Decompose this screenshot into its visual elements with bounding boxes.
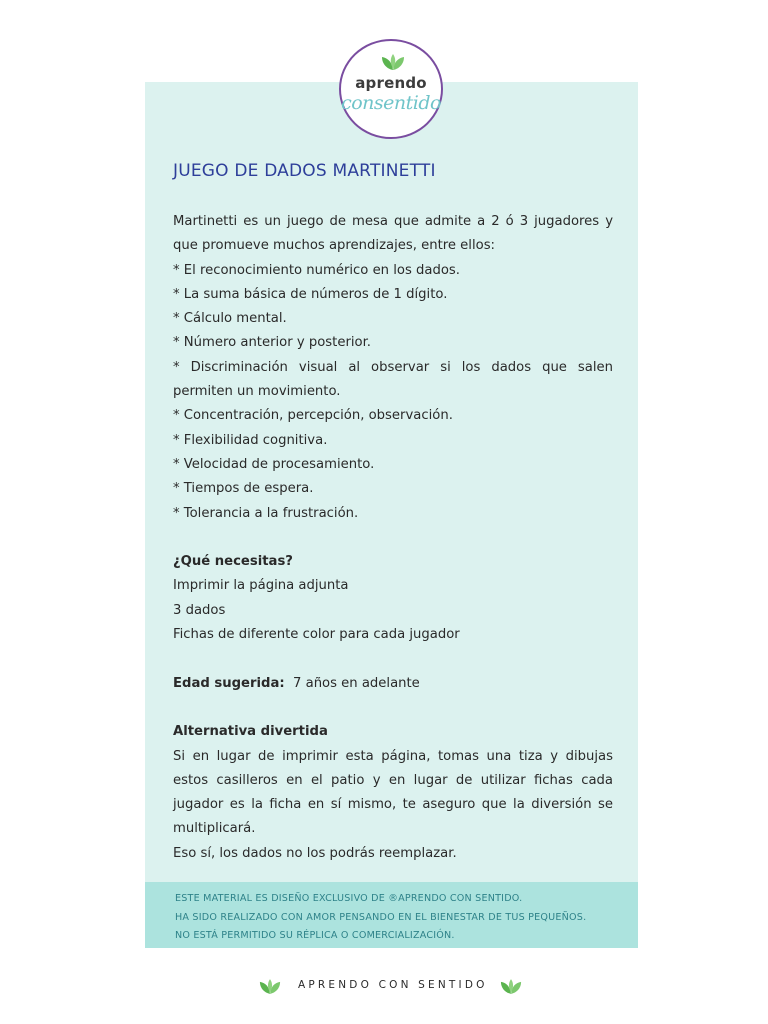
notice-line: ESTE MATERIAL ES DISEÑO EXCLUSIVO DE ®APRENDO CON SENTIDO. (175, 893, 523, 904)
logo-word-consentido: consentido (341, 92, 441, 114)
notice-line: NO ESTÁ PERMITIDO SU RÉPLICA O COMERCIALIZACIÓN. (175, 930, 455, 941)
notice-line: HA SIDO REALIZADO CON AMOR PENSANDO EN EL BIENESTAR DE TUS PEQUEÑOS. (175, 911, 587, 923)
needs-heading: ¿Qué necesitas? (173, 554, 293, 570)
benefit-item: * Tolerancia a la frustración. (173, 505, 359, 521)
alternative-heading: Alternativa divertida (173, 724, 328, 740)
benefit-item: * Flexibilidad cognitiva. (173, 432, 328, 448)
age-label: Edad sugerida: (173, 675, 285, 691)
needs-item: 3 dados (173, 602, 226, 618)
brand-footer (0, 976, 768, 998)
benefit-item: * El reconocimiento numérico en los dados. (173, 262, 460, 278)
needs-item: Fichas de diferente color para cada jugador (173, 627, 460, 643)
copyright-notice (145, 882, 638, 948)
benefit-item: * Número anterior y posterior. (173, 335, 371, 351)
benefit-item: * Cálculo mental. (173, 311, 287, 327)
age-line (173, 672, 613, 696)
needs-item: Imprimir la página adjunta (173, 578, 349, 594)
logo-word-aprendo: aprendo (355, 74, 427, 92)
brand-line-text: APRENDO CON SENTIDO (298, 979, 488, 991)
age-value: 7 años en adelante (293, 675, 420, 691)
leaf-icon (259, 978, 281, 995)
benefit-item: * La suma básica de números de 1 dígito. (173, 286, 448, 302)
alternative-closing: Eso sí, los dados no los podrás reemplazar. (173, 845, 457, 861)
benefit-item: * Concentración, percepción, observación. (173, 408, 453, 424)
brand-logo (339, 39, 443, 139)
benefit-item: * Discriminación visual al observar si los dados que salen permiten un movimiento. (173, 359, 613, 400)
spacer (173, 526, 613, 550)
benefit-item: * Tiempos de espera. (173, 481, 314, 497)
document-body (173, 210, 613, 866)
page-title: JUEGO DE DADOS MARTINETTI (173, 161, 436, 181)
alternative-text: Si en lugar de imprimir esta página, tomas una tiza y dibujas estos casilleros en el patio y en lugar de utilizar fichas cada jugador es la ficha en sí mismo, te aseguro que la diversión se multiplicará. (173, 748, 613, 837)
spacer (173, 647, 613, 671)
intro-paragraph: Martinetti es un juego de mesa que admite a 2 ó 3 jugadores y que promueve muchos aprendizajes, entre ellos: (173, 214, 613, 254)
spacer (173, 696, 613, 720)
benefit-item: * Velocidad de procesamiento. (173, 456, 375, 472)
leaf-icon (500, 978, 522, 995)
leaf-icon (381, 53, 405, 71)
